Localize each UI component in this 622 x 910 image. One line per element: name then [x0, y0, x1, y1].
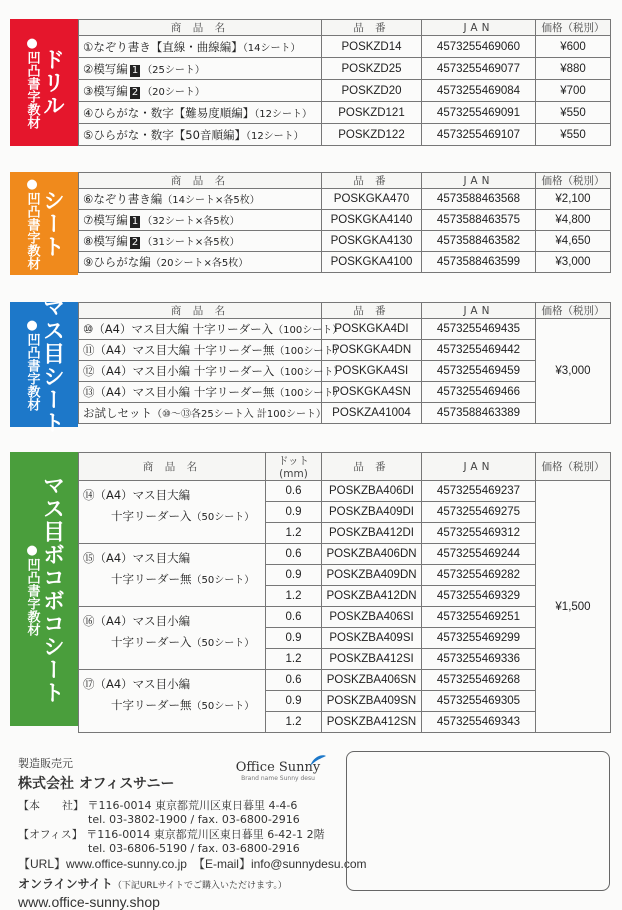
product-code: POSKZBA406SN [322, 670, 422, 691]
product-code: POSKZBA409DI [322, 502, 422, 523]
col-jan-header: JAN [422, 303, 536, 319]
col-jan-header: JAN [422, 20, 536, 36]
sheet-title: シート [39, 189, 65, 258]
product-name-cell [79, 124, 322, 146]
jan-code: 4573255469435 [422, 319, 536, 340]
company-name: 株式会社 オフィスサニー [18, 776, 175, 792]
masu-table [78, 302, 611, 424]
product-code: POSKZBA412SN [322, 712, 422, 733]
jan-code: 4573588463389 [422, 403, 536, 424]
jan-code: 4573255469107 [422, 124, 536, 146]
dot-size: 0.6 [266, 670, 322, 691]
price: ¥1,500 [536, 481, 611, 733]
table-row [79, 80, 611, 102]
product-note: （50シート） [191, 512, 255, 523]
jan-code: 4573255469275 [422, 502, 536, 523]
product-name-cell [79, 58, 322, 80]
sheet-subtitle: ●凹凸書字教材 [24, 177, 40, 270]
product-code: POSKZBA409DN [322, 565, 422, 586]
jan-code: 4573255469329 [422, 586, 536, 607]
jan-code: 4573255469091 [422, 102, 536, 124]
jan-code: 4573255469466 [422, 382, 536, 403]
col-code-header: 品 番 [322, 20, 422, 36]
item-number: ⑰ [83, 677, 95, 691]
item-number: ② [83, 61, 94, 76]
item-number: ⑬ [83, 385, 95, 399]
dot-size: 0.9 [266, 502, 322, 523]
product-name: （A4）マス目小編 十字リーダー入 [94, 364, 275, 378]
table-row [79, 544, 611, 565]
shop-url-link[interactable]: www.office-sunny.shop [18, 894, 160, 910]
logo-text: Office Sunny [235, 760, 321, 775]
masu-title: マス目シート [39, 295, 65, 434]
col-dot-header: ドット(mm) [266, 453, 322, 481]
jan-code: 4573588463582 [422, 231, 536, 252]
product-code: POSKGKA470 [322, 189, 422, 210]
product-name: 模写編 [93, 83, 128, 98]
table-row [79, 670, 611, 691]
price: ¥880 [536, 58, 611, 80]
hq-tel: tel. 03-3802-1900 / fax. 03-6800-2916 [88, 813, 300, 826]
product-name-line2: 十字リーダー無 [111, 572, 192, 586]
jan-code: 4573255469077 [422, 58, 536, 80]
col-code-header: 品 番 [322, 303, 422, 319]
product-code: POSKZBA412DI [322, 523, 422, 544]
product-code: POSKGKA4SN [322, 382, 422, 403]
product-note: （32シート×各5枚） [142, 216, 240, 227]
product-name: なぞり書き編 [93, 192, 163, 206]
masu-band [10, 295, 78, 434]
jan-code: 4573255469237 [422, 481, 536, 502]
volume-number-badge: 1 [131, 216, 139, 227]
product-name-cell [79, 102, 322, 124]
product-name: （A4）マス目大編 十字リーダー無 [94, 343, 275, 357]
product-code: POSKZD14 [322, 36, 422, 58]
product-name: 模写編 [93, 213, 128, 227]
jan-code: 4573255469299 [422, 628, 536, 649]
product-name-line2: 十字リーダー入 [111, 509, 192, 523]
dot-size: 1.2 [266, 586, 322, 607]
jan-code: 4573255469336 [422, 649, 536, 670]
item-number: ⑦ [83, 213, 94, 227]
header-row [79, 453, 611, 481]
product-code: POSKZBA412SI [322, 649, 422, 670]
office-tel: tel. 03-6806-5190 / fax. 03-6800-2916 [88, 842, 300, 855]
boko-title: マス目ボコボコシート [39, 474, 65, 704]
price: ¥600 [536, 36, 611, 58]
product-name-line1: （A4）マス目大編 [94, 551, 191, 565]
col-price-header: 価格（税別） [536, 173, 611, 189]
product-code: POSKGKA4DI [322, 319, 422, 340]
product-name: ひらがな編 [93, 255, 151, 269]
item-number: ⑮ [83, 551, 95, 565]
jan-code: 4573255469312 [422, 523, 536, 544]
product-note: （20シート） [142, 86, 205, 98]
table-row [79, 210, 611, 231]
product-name: 模写編 [93, 234, 128, 248]
table-row [79, 340, 611, 361]
col-code-header: 品 番 [322, 453, 422, 481]
section-boko [10, 452, 610, 726]
product-name: お試しセット [83, 406, 152, 420]
product-name-cell [79, 403, 326, 424]
item-number: ⑪ [83, 343, 95, 357]
product-note: （14シート×各5枚） [162, 195, 260, 206]
table-row [79, 252, 611, 273]
dot-size: 0.6 [266, 607, 322, 628]
product-name-cell [79, 319, 343, 340]
item-number: ⑯ [83, 614, 95, 628]
product-name: （A4）マス目小編 十字リーダー無 [94, 385, 275, 399]
product-code: POSKZBA409SI [322, 628, 422, 649]
col-price-header: 価格（税別） [536, 453, 611, 481]
logo-tagline: Brand name Sunny desu [241, 775, 315, 782]
jan-code: 4573255469084 [422, 80, 536, 102]
col-name-header: 商 品 名 [79, 303, 322, 319]
price: ¥550 [536, 124, 611, 146]
boko-table [78, 452, 611, 733]
col-code-header: 品 番 [322, 173, 422, 189]
online-site-label: オンラインサイト [18, 877, 113, 891]
product-note: （31シート×各5枚） [142, 237, 240, 248]
online-site-note: （下記URLサイトでご購入いただけます。） [112, 881, 287, 891]
product-code: POSKGKA4SI [322, 361, 422, 382]
product-name-cell [79, 607, 266, 670]
col-jan-header: JAN [422, 453, 536, 481]
section-sheet [10, 172, 610, 275]
office-sunny-logo [232, 760, 324, 782]
product-note: （50シート） [191, 701, 255, 712]
dot-size: 0.9 [266, 565, 322, 586]
jan-code: 4573255469305 [422, 691, 536, 712]
product-note: （12シート） [254, 108, 313, 120]
jan-code: 4573255469268 [422, 670, 536, 691]
drill-title: ドリル [39, 48, 65, 117]
product-name-cell [79, 210, 322, 231]
header-row [79, 20, 611, 36]
col-jan-header: JAN [422, 173, 536, 189]
table-row [79, 36, 611, 58]
product-name: ひらがな・数字【難易度順編】 [93, 105, 255, 120]
masu-subtitle: ●凹凸書字教材 [24, 318, 40, 411]
dot-size: 0.9 [266, 691, 322, 712]
product-name-cell [79, 340, 344, 361]
dot-size: 1.2 [266, 712, 322, 733]
product-code: POSKZD25 [322, 58, 422, 80]
volume-number-badge: 2 [131, 237, 139, 248]
product-code: POSKGKA4130 [322, 231, 422, 252]
product-note: （50シート） [191, 575, 255, 586]
item-number: ⑤ [83, 127, 94, 142]
office-label: 【オフィス】 [18, 828, 83, 841]
product-name-line1: （A4）マス目小編 [94, 677, 191, 691]
product-name-cell [79, 544, 266, 607]
hq-address: 〒116-0014 東京都荒川区東日暮里 4-4-6 [87, 799, 298, 812]
item-number: ① [83, 39, 94, 54]
table-row [79, 189, 611, 210]
jan-code: 4573588463568 [422, 189, 536, 210]
product-code: POSKZBA412DN [322, 586, 422, 607]
item-number: ⑫ [83, 364, 95, 378]
product-note: （20シート×各5枚） [150, 258, 249, 269]
dot-size: 1.2 [266, 649, 322, 670]
table-row [79, 403, 611, 424]
table-row [79, 319, 611, 340]
section-drill [10, 19, 610, 146]
product-note: （100シート） [273, 325, 343, 336]
product-name-cell [79, 36, 322, 58]
product-name-cell [79, 252, 322, 273]
price: ¥3,000 [536, 319, 611, 424]
jan-code: 4573255469251 [422, 607, 536, 628]
item-number: ⑩ [83, 322, 94, 336]
table-row [79, 231, 611, 252]
price: ¥700 [536, 80, 611, 102]
table-row [79, 124, 611, 146]
col-price-header: 価格（税別） [536, 303, 611, 319]
office-address: 〒116-0014 東京都荒川区東日暮里 6-42-1 2階 [86, 828, 325, 841]
dot-size: 0.6 [266, 481, 322, 502]
maker-label: 製造販売元 [18, 757, 73, 770]
product-name: ひらがな・数字【50音順編】 [93, 127, 246, 142]
product-code: POSKZBA409SN [322, 691, 422, 712]
price: ¥4,800 [536, 210, 611, 231]
header-row [79, 173, 611, 189]
product-note: （25シート） [142, 64, 205, 76]
product-code: POSKZA41004 [322, 403, 422, 424]
item-number: ⑨ [83, 255, 94, 269]
dot-size: 1.2 [266, 523, 322, 544]
col-name-header: 商 品 名 [79, 453, 266, 481]
jan-code: 4573255469060 [422, 36, 536, 58]
jan-code: 4573588463599 [422, 252, 536, 273]
table-row [79, 607, 611, 628]
product-name-line2: 十字リーダー無 [111, 698, 192, 712]
price: ¥550 [536, 102, 611, 124]
item-number: ⑭ [83, 488, 95, 502]
col-name-header: 商 品 名 [79, 173, 322, 189]
section-masu [10, 295, 610, 434]
table-row [79, 361, 611, 382]
jan-code: 4573255469442 [422, 340, 536, 361]
table-row [79, 382, 611, 403]
item-number: ⑥ [83, 192, 94, 206]
product-name: 模写編 [93, 61, 128, 76]
product-name-cell [79, 670, 266, 733]
product-code: POSKGKA4140 [322, 210, 422, 231]
product-code: POSKZBA406SI [322, 607, 422, 628]
product-note: （⑩〜⑬各25シート入 計100シート） [152, 409, 326, 420]
item-number: ③ [83, 83, 94, 98]
jan-code: 4573255469343 [422, 712, 536, 733]
product-name-line2: 十字リーダー入 [111, 635, 192, 649]
product-code: POSKZD121 [322, 102, 422, 124]
product-note: （100シート） [274, 367, 344, 378]
item-number: ④ [83, 105, 94, 120]
product-name: なぞり書き【直線・曲線編】 [93, 39, 243, 54]
product-name: （A4）マス目大編 十字リーダー入 [93, 322, 274, 336]
product-name-cell [79, 189, 322, 210]
product-code: POSKZBA406DI [322, 481, 422, 502]
sheet-band [10, 172, 78, 275]
col-price-header: 価格（税別） [536, 20, 611, 36]
product-name-cell [79, 231, 322, 252]
product-note: （12シート） [245, 130, 304, 142]
product-name-cell [79, 382, 344, 403]
product-note: （100シート） [274, 346, 344, 357]
boko-band [10, 452, 78, 726]
drill-table [78, 19, 611, 146]
sheet-table [78, 172, 611, 273]
table-row [79, 102, 611, 124]
product-name-cell [79, 361, 344, 382]
boko-subtitle: ●凹凸書字教材 [24, 542, 40, 636]
header-row [79, 303, 611, 319]
table-row [79, 58, 611, 80]
price: ¥3,000 [536, 252, 611, 273]
jan-code: 4573255469244 [422, 544, 536, 565]
leaf-icon [308, 754, 328, 768]
drill-subtitle: ●凹凸書字教材 [24, 36, 40, 129]
product-code: POSKGKA4DN [322, 340, 422, 361]
jan-code: 4573588463575 [422, 210, 536, 231]
url-email-line[interactable]: 【URL】www.office-sunny.co.jp 【E-mail】info@sunnydesu.com [18, 857, 367, 871]
item-number: ⑧ [83, 234, 94, 248]
table-row [79, 481, 611, 502]
product-name-line1: （A4）マス目大編 [94, 488, 191, 502]
jan-code: 4573255469282 [422, 565, 536, 586]
product-name-line1: （A4）マス目小編 [94, 614, 191, 628]
product-code: POSKZD20 [322, 80, 422, 102]
volume-number-badge: 2 [131, 86, 139, 98]
dealer-stamp-box [346, 751, 610, 891]
volume-number-badge: 1 [131, 64, 139, 76]
product-name-cell [79, 80, 322, 102]
product-code: POSKZBA406DN [322, 544, 422, 565]
dot-size: 0.9 [266, 628, 322, 649]
col-name-header: 商 品 名 [79, 20, 322, 36]
price: ¥2,100 [536, 189, 611, 210]
product-name-cell [79, 481, 266, 544]
product-note: （14シート） [242, 42, 301, 54]
drill-band [10, 19, 78, 146]
product-note: （50シート） [191, 638, 255, 649]
product-code: POSKZD122 [322, 124, 422, 146]
price: ¥4,650 [536, 231, 611, 252]
hq-label: 【本 社】 [18, 799, 84, 812]
jan-code: 4573255469459 [422, 361, 536, 382]
product-note: （100シート） [274, 388, 344, 399]
dot-size: 0.6 [266, 544, 322, 565]
product-code: POSKGKA4100 [322, 252, 422, 273]
